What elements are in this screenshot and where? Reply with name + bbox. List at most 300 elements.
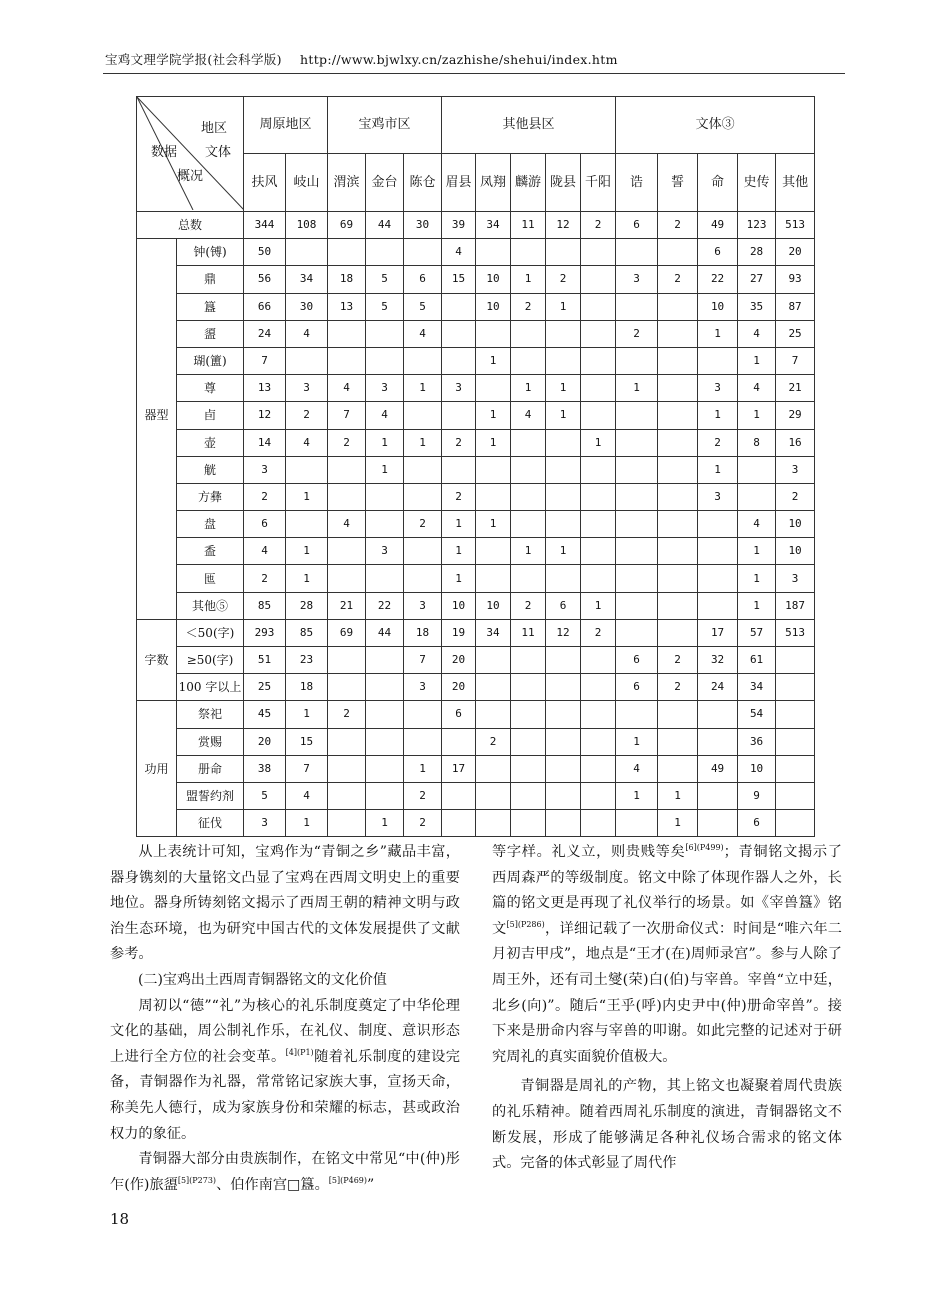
table-cell: 39 (442, 212, 476, 239)
table-cell: 1 (511, 538, 546, 565)
row-label: 征伐 (177, 810, 244, 837)
section-label (137, 565, 177, 592)
table-cell (511, 755, 546, 782)
table-cell (658, 375, 698, 402)
row-label: 100 字以上 (177, 674, 244, 701)
table-cell (442, 456, 476, 483)
table-cell: 4 (511, 402, 546, 429)
table-cell: 20 (442, 674, 476, 701)
table-cell (616, 429, 658, 456)
table-cell: 3 (404, 674, 442, 701)
table-cell (616, 239, 658, 266)
table-cell: 5 (244, 782, 286, 809)
table-cell: 1 (286, 565, 328, 592)
table-cell (698, 701, 738, 728)
section-label (137, 728, 177, 755)
table-cell (404, 565, 442, 592)
table-cell: 10 (776, 538, 815, 565)
table-cell: 1 (404, 429, 442, 456)
table-cell: 1 (476, 402, 511, 429)
table-cell (366, 755, 404, 782)
section-label (137, 375, 177, 402)
table-cell: 15 (442, 266, 476, 293)
table-cell: 4 (442, 239, 476, 266)
column-header: 诰 (616, 154, 658, 212)
table-cell (404, 347, 442, 374)
table-cell (776, 647, 815, 674)
table-cell (546, 810, 581, 837)
table-cell (546, 429, 581, 456)
row-label: 方彝 (177, 483, 244, 510)
table-cell (581, 511, 616, 538)
table-cell (658, 347, 698, 374)
table-cell: 1 (658, 810, 698, 837)
table-cell (581, 402, 616, 429)
table-cell (404, 538, 442, 565)
table-row (137, 266, 815, 293)
table-cell: 2 (658, 212, 698, 239)
table-cell: 1 (366, 810, 404, 837)
table-cell (658, 239, 698, 266)
table-cell: 11 (511, 619, 546, 646)
table-cell (476, 565, 511, 592)
table-cell (476, 701, 511, 728)
table-cell: 10 (442, 592, 476, 619)
table-row (137, 320, 815, 347)
table-cell: 61 (738, 647, 776, 674)
table-cell: 344 (244, 212, 286, 239)
table-cell (476, 810, 511, 837)
paragraph: 等字样。礼义立，则贵贱等矣$^{[6](P499)}$；青铜铭文揭示了西周森严的等级制度。铭文中除了体现作器人之外，长篇的铭文更是再现了礼仪举行的场景。如《宰兽簋》铭文$^{[5](P286)}$，详细记载了一次册命仪式：时间是“唯六年二月初吉甲戌”，地点是“王才(在)周师录宫”。参与人除了周王外，还有司土燮(荣)白(伯)与宰兽。宰兽“立中廷，北乡(向)”。随后“王乎(呼)内史尹中(仲)册命宰兽”。接下来是册命内容与宰兽的叩谢。如此完整的记述对于研究周礼的真实面貌价值极大。 (492, 843, 842, 1065)
section-label (137, 239, 177, 266)
row-label: 盘 (177, 511, 244, 538)
row-label: 钟(镈) (177, 239, 244, 266)
table-cell: 1 (442, 511, 476, 538)
column-header: 陈仓 (404, 154, 442, 212)
table-cell (616, 402, 658, 429)
table-cell (366, 701, 404, 728)
section-label (137, 810, 177, 837)
table-cell (546, 701, 581, 728)
table-cell (328, 538, 366, 565)
table-cell: 4 (366, 402, 404, 429)
table-cell: 1 (442, 565, 476, 592)
paragraph: 周初以“德”“礼”为核心的礼乐制度奠定了中华伦理文化的基础，周公制礼作乐，在礼仪、制度、意识形态上进行全方位的社会变革。$^{[4](P1)}$随着礼乐制度的建设完备，青铜器作为礼器，常常铭记家族大事，宣扬天命，称美先人德行，成为家族身份和荣耀的标志，甚或政治权力的象征。 (110, 997, 460, 1142)
table-cell (658, 293, 698, 320)
section-label (137, 320, 177, 347)
table-cell: 69 (328, 619, 366, 646)
table-cell: 1 (511, 266, 546, 293)
table-cell (366, 239, 404, 266)
table-cell: 6 (616, 647, 658, 674)
table-cell: 6 (546, 592, 581, 619)
table-cell: 49 (698, 212, 738, 239)
table-cell (698, 728, 738, 755)
table-row (137, 810, 815, 837)
citation: [5](P469) (328, 1175, 368, 1185)
table-cell: 19 (442, 619, 476, 646)
table-cell (476, 320, 511, 347)
table-cell: 27 (738, 266, 776, 293)
statistics-table (136, 96, 815, 837)
table-cell (698, 592, 738, 619)
table-cell: 1 (476, 429, 511, 456)
table-cell: 12 (546, 619, 581, 646)
section-heading: (二)宝鸡出土西周青铜器铭文的文化价值 (138, 971, 387, 988)
table-row (137, 782, 815, 809)
table-cell (511, 701, 546, 728)
table-cell: 34 (738, 674, 776, 701)
table-cell: 1 (286, 701, 328, 728)
corner-data-label: 数据 (151, 145, 178, 160)
table-row (137, 511, 815, 538)
table-cell (616, 810, 658, 837)
table-cell (658, 402, 698, 429)
table-cell: 24 (244, 320, 286, 347)
section-label (137, 538, 177, 565)
table-cell: 2 (404, 511, 442, 538)
table-cell: 44 (366, 212, 404, 239)
table-cell (366, 511, 404, 538)
table-cell: 2 (658, 647, 698, 674)
table-cell (511, 674, 546, 701)
table-cell (366, 728, 404, 755)
table-cell: 1 (404, 375, 442, 402)
paragraph: 青铜器是周礼的产物，其上铭文也凝聚着周代贵族的礼乐精神。随着西周礼乐制度的演进，青铜器铭文不断发展，形成了能够满足各种礼仪场合需求的铭文体式。完备的体式彰显了周代作 (492, 1078, 842, 1172)
table-cell: 2 (328, 701, 366, 728)
table-cell: 1 (404, 755, 442, 782)
table-cell (616, 456, 658, 483)
table-cell: 4 (328, 375, 366, 402)
table-cell (511, 347, 546, 374)
table-cell (328, 456, 366, 483)
table-cell (286, 456, 328, 483)
table-cell (698, 538, 738, 565)
table-cell: 1 (658, 782, 698, 809)
table-cell (658, 755, 698, 782)
table-cell: 10 (776, 511, 815, 538)
table-cell (476, 456, 511, 483)
journal-title: 宝鸡文理学院学报(社会科学版) (105, 52, 282, 67)
section-label (137, 511, 177, 538)
section-label (137, 592, 177, 619)
table-cell: 2 (442, 483, 476, 510)
column-header: 岐山 (286, 154, 328, 212)
row-label: 匜 (177, 565, 244, 592)
table-cell (581, 728, 616, 755)
table-cell (442, 782, 476, 809)
table-cell (616, 483, 658, 510)
row-label: 册命 (177, 755, 244, 782)
table-cell: 2 (404, 782, 442, 809)
table-cell: 34 (476, 212, 511, 239)
table-cell (328, 320, 366, 347)
table-cell (581, 565, 616, 592)
table-cell: 6 (442, 701, 476, 728)
table-cell: 10 (476, 293, 511, 320)
table-cell: 2 (442, 429, 476, 456)
table-cell: 38 (244, 755, 286, 782)
table-cell: 22 (698, 266, 738, 293)
table-cell (476, 647, 511, 674)
journal-url[interactable]: http://www.bjwlxy.cn/zazhishe/shehui/index.htm (300, 52, 618, 67)
section-label (137, 429, 177, 456)
table-cell: 123 (738, 212, 776, 239)
table-cell: 7 (328, 402, 366, 429)
table-cell: 3 (442, 375, 476, 402)
row-label: 总数 (137, 212, 244, 239)
table-cell: 13 (328, 293, 366, 320)
table-cell: 6 (738, 810, 776, 837)
table-row (137, 755, 815, 782)
table-cell: 12 (244, 402, 286, 429)
table-cell: 4 (244, 538, 286, 565)
table-cell: 1 (616, 782, 658, 809)
corner-genre-label: 文体 (205, 145, 232, 160)
table-cell (616, 511, 658, 538)
table-cell: 1 (698, 320, 738, 347)
table-cell: 1 (476, 511, 511, 538)
table-cell (616, 347, 658, 374)
table-row (137, 538, 815, 565)
table-cell (581, 347, 616, 374)
table-cell (511, 429, 546, 456)
table-row (137, 565, 815, 592)
table-cell: 13 (244, 375, 286, 402)
table-cell: 24 (698, 674, 738, 701)
table-cell: 2 (546, 266, 581, 293)
table-cell (511, 810, 546, 837)
table-cell (581, 320, 616, 347)
table-cell: 51 (244, 647, 286, 674)
table-cell (511, 239, 546, 266)
table-cell: 87 (776, 293, 815, 320)
left-text-column (110, 840, 460, 1198)
table-cell: 5 (404, 293, 442, 320)
table-cell (328, 755, 366, 782)
table-cell: 1 (476, 347, 511, 374)
row-label: 祭祀 (177, 701, 244, 728)
table-cell: 12 (546, 212, 581, 239)
table-cell: 3 (366, 538, 404, 565)
table-cell: 16 (776, 429, 815, 456)
row-label: 觥 (177, 456, 244, 483)
table-cell (404, 483, 442, 510)
table-cell: 1 (738, 565, 776, 592)
table-cell (476, 674, 511, 701)
paragraph: 从上表统计可知，宝鸡作为“青铜之乡”藏品丰富，器身镌刻的大量铭文凸显了宝鸡在西周文明史上的重要地位。器身所铸刻铭文揭示了西周王朝的精神文明与政治生态环境，也为研究中国古代的文体发展提供了文献参考。 (110, 844, 460, 963)
table-cell (511, 483, 546, 510)
section-label: 功用 (137, 755, 177, 782)
table-row (137, 429, 815, 456)
table-cell: 1 (738, 347, 776, 374)
table-cell: 49 (698, 755, 738, 782)
table-cell (546, 456, 581, 483)
section-label: 字数 (137, 647, 177, 674)
table-cell (328, 239, 366, 266)
table-cell: 513 (776, 619, 815, 646)
corner-overview-label: 概况 (177, 169, 204, 184)
row-label: 壶 (177, 429, 244, 456)
row-label: 其他⑤ (177, 592, 244, 619)
table-cell: 1 (698, 402, 738, 429)
table-cell (511, 782, 546, 809)
citation: [5](P273) (177, 1175, 217, 1185)
table-cell (581, 456, 616, 483)
table-cell: 4 (286, 782, 328, 809)
table-cell: 56 (244, 266, 286, 293)
row-label: 赏赐 (177, 728, 244, 755)
table-cell: 7 (404, 647, 442, 674)
table-cell (546, 674, 581, 701)
table-cell: 45 (244, 701, 286, 728)
table-cell (581, 239, 616, 266)
table-cell (366, 347, 404, 374)
row-label: 盟誓约剂 (177, 782, 244, 809)
table-cell: 1 (366, 456, 404, 483)
table-cell (658, 565, 698, 592)
column-header: 凤翔 (476, 154, 511, 212)
citation: [5](P286) (506, 919, 545, 929)
table-cell: 15 (286, 728, 328, 755)
page-number: 18 (110, 1210, 130, 1228)
table-cell (581, 782, 616, 809)
table-corner-cell (137, 97, 244, 212)
table-cell: 11 (511, 212, 546, 239)
table-cell (546, 347, 581, 374)
table-cell: 7 (776, 347, 815, 374)
table-cell: 3 (698, 375, 738, 402)
table-row (137, 212, 815, 239)
table-cell: 6 (698, 239, 738, 266)
column-header: 其他 (776, 154, 815, 212)
table-cell: 1 (511, 375, 546, 402)
table-cell (404, 456, 442, 483)
table-cell: 3 (776, 456, 815, 483)
table-cell (658, 320, 698, 347)
table-cell: 17 (698, 619, 738, 646)
table-cell (328, 647, 366, 674)
table-cell: 18 (328, 266, 366, 293)
group-header: 周原地区 (244, 97, 328, 154)
table-cell: 2 (698, 429, 738, 456)
row-label: 鼎 (177, 266, 244, 293)
table-cell (546, 728, 581, 755)
table-cell (776, 810, 815, 837)
column-header: 陇县 (546, 154, 581, 212)
table-cell: 1 (616, 375, 658, 402)
column-header: 誓 (658, 154, 698, 212)
table-cell: 85 (244, 592, 286, 619)
table-cell (581, 755, 616, 782)
table-cell: 10 (476, 266, 511, 293)
table-cell: 34 (476, 619, 511, 646)
table-cell: 1 (738, 592, 776, 619)
table-cell: 18 (404, 619, 442, 646)
table-cell (366, 565, 404, 592)
table-cell (658, 701, 698, 728)
table-cell: 20 (244, 728, 286, 755)
table-cell (658, 619, 698, 646)
table-cell (286, 239, 328, 266)
table-cell (404, 728, 442, 755)
table-cell (546, 782, 581, 809)
table-cell (328, 810, 366, 837)
table-row (137, 375, 815, 402)
table-cell (546, 647, 581, 674)
table-cell: 1 (616, 728, 658, 755)
column-header: 金台 (366, 154, 404, 212)
table-cell (328, 347, 366, 374)
table-cell: 4 (738, 320, 776, 347)
table-cell (511, 647, 546, 674)
table-cell: 69 (328, 212, 366, 239)
table-cell: 2 (581, 212, 616, 239)
table-cell: 3 (776, 565, 815, 592)
column-header: 眉县 (442, 154, 476, 212)
table-cell: 3 (244, 456, 286, 483)
table-cell: 3 (366, 375, 404, 402)
corner-region-label: 地区 (201, 121, 228, 136)
section-label (137, 293, 177, 320)
table-cell: 9 (738, 782, 776, 809)
group-header: 宝鸡市区 (328, 97, 442, 154)
table-cell (738, 456, 776, 483)
table-cell (511, 728, 546, 755)
section-label (137, 456, 177, 483)
section-label (137, 674, 177, 701)
group-header: 其他县区 (442, 97, 616, 154)
table-cell: 36 (738, 728, 776, 755)
table-cell (286, 347, 328, 374)
table-cell: 57 (738, 619, 776, 646)
table-cell: 8 (738, 429, 776, 456)
table-cell (581, 810, 616, 837)
row-label: 尊 (177, 375, 244, 402)
table-cell (776, 728, 815, 755)
table-cell (616, 592, 658, 619)
table-cell: 10 (698, 293, 738, 320)
table-cell: 25 (776, 320, 815, 347)
section-label (137, 701, 177, 728)
table-cell: 4 (738, 375, 776, 402)
table-cell (328, 565, 366, 592)
table-cell (328, 782, 366, 809)
table-cell: 187 (776, 592, 815, 619)
table-cell (511, 565, 546, 592)
table-cell (546, 565, 581, 592)
table-row (137, 239, 815, 266)
table-cell (511, 456, 546, 483)
table-cell (442, 402, 476, 429)
table-cell: 293 (244, 619, 286, 646)
section-label (137, 266, 177, 293)
table-cell: 3 (286, 375, 328, 402)
table-cell: 2 (658, 674, 698, 701)
table-row (137, 674, 815, 701)
table-cell: 6 (616, 212, 658, 239)
table-cell: 34 (286, 266, 328, 293)
table-cell (546, 483, 581, 510)
table-cell (328, 674, 366, 701)
table-cell: 2 (328, 429, 366, 456)
table-cell: 35 (738, 293, 776, 320)
table-cell (658, 728, 698, 755)
table-cell: 5 (366, 293, 404, 320)
table-cell (511, 320, 546, 347)
table-cell: 50 (244, 239, 286, 266)
table-cell: 2 (776, 483, 815, 510)
